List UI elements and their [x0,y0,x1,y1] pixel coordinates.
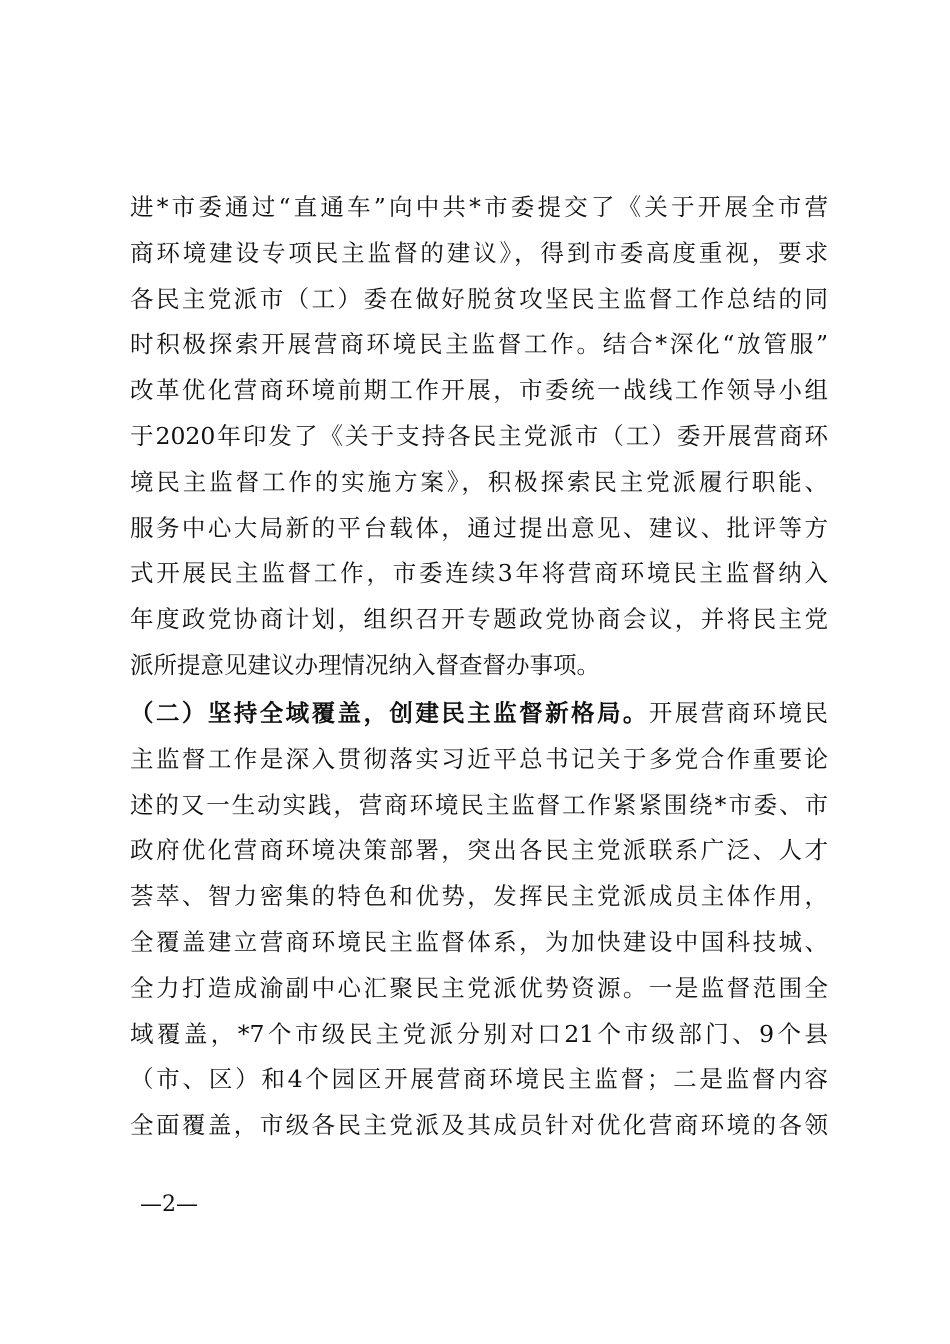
text-line: 全覆盖建立营商环境民主监督体系，为加快建设中国科技城、 [130,927,828,956]
text-line: 境民主监督工作的实施方案》，积极探索民主党派履行职能、 [130,467,828,496]
heading-line [130,691,828,737]
text-line: 全力打造成渝副中心汇聚民主党派优势资源。一是监督范围全 [130,973,828,1002]
paragraph-2 [130,691,828,1149]
text-line: 各民主党派市（工）委在做好脱贫攻坚民主监督工作总结的同 [130,284,828,313]
text-line: 服务中心大局新的平台载体，通过提出意见、建议、批评等方 [130,513,828,542]
text-line: 进*市委通过“直通车”向中共*市委提交了《关于开展全市营 [130,193,828,221]
text-line: 时积极探索开展营商环境民主监督工作。结合*深化“放管服” [130,330,828,359]
text-line: 主监督工作是深入贯彻落实习近平总书记关于多党合作重要论 [130,744,828,773]
text-line: 于2020年印发了《关于支持各民主党派市（工）委开展营商环 [130,421,828,450]
page-number: —2— [140,1192,198,1217]
text-line: （市、区）和4个园区开展营商环境民主监督；二是监督内容 [130,1065,828,1094]
text-line: 年度政党协商计划，组织召开专题政党协商会议，并将民主党 [130,605,828,634]
section-heading: （二）坚持全域覆盖，创建民主监督新格局。 [130,699,649,727]
text-line: 述的又一生动实践，营商环境民主监督工作紧紧围绕*市委、市 [130,790,828,819]
text-line: 全面覆盖，市级各民主党派及其成员针对优化营商环境的各领 [130,1111,828,1140]
text-line: 改革优化营商环境前期工作开展，市委统一战线工作领导小组 [130,376,828,405]
text-line: 派所提意见建议办理情况纳入督查督办事项。 [130,650,600,679]
text-span: 开展营商环境民 [648,699,829,727]
text-line: 政府优化营商环境决策部署，突出各民主党派联系广泛、人才 [130,836,828,865]
text-line: 式开展民主监督工作，市委连续3年将营商环境民主监督纳入 [130,559,828,588]
text-line: 域覆盖，*7个市级民主党派分别对口21个市级部门、9个县 [130,1019,828,1048]
text-line: 商环境建设专项民主监督的建议》，得到市委高度重视，要求 [130,238,828,267]
text-line: 荟萃、智力密集的特色和优势，发挥民主党派成员主体作用， [130,882,828,911]
paragraph-1 [130,185,828,689]
